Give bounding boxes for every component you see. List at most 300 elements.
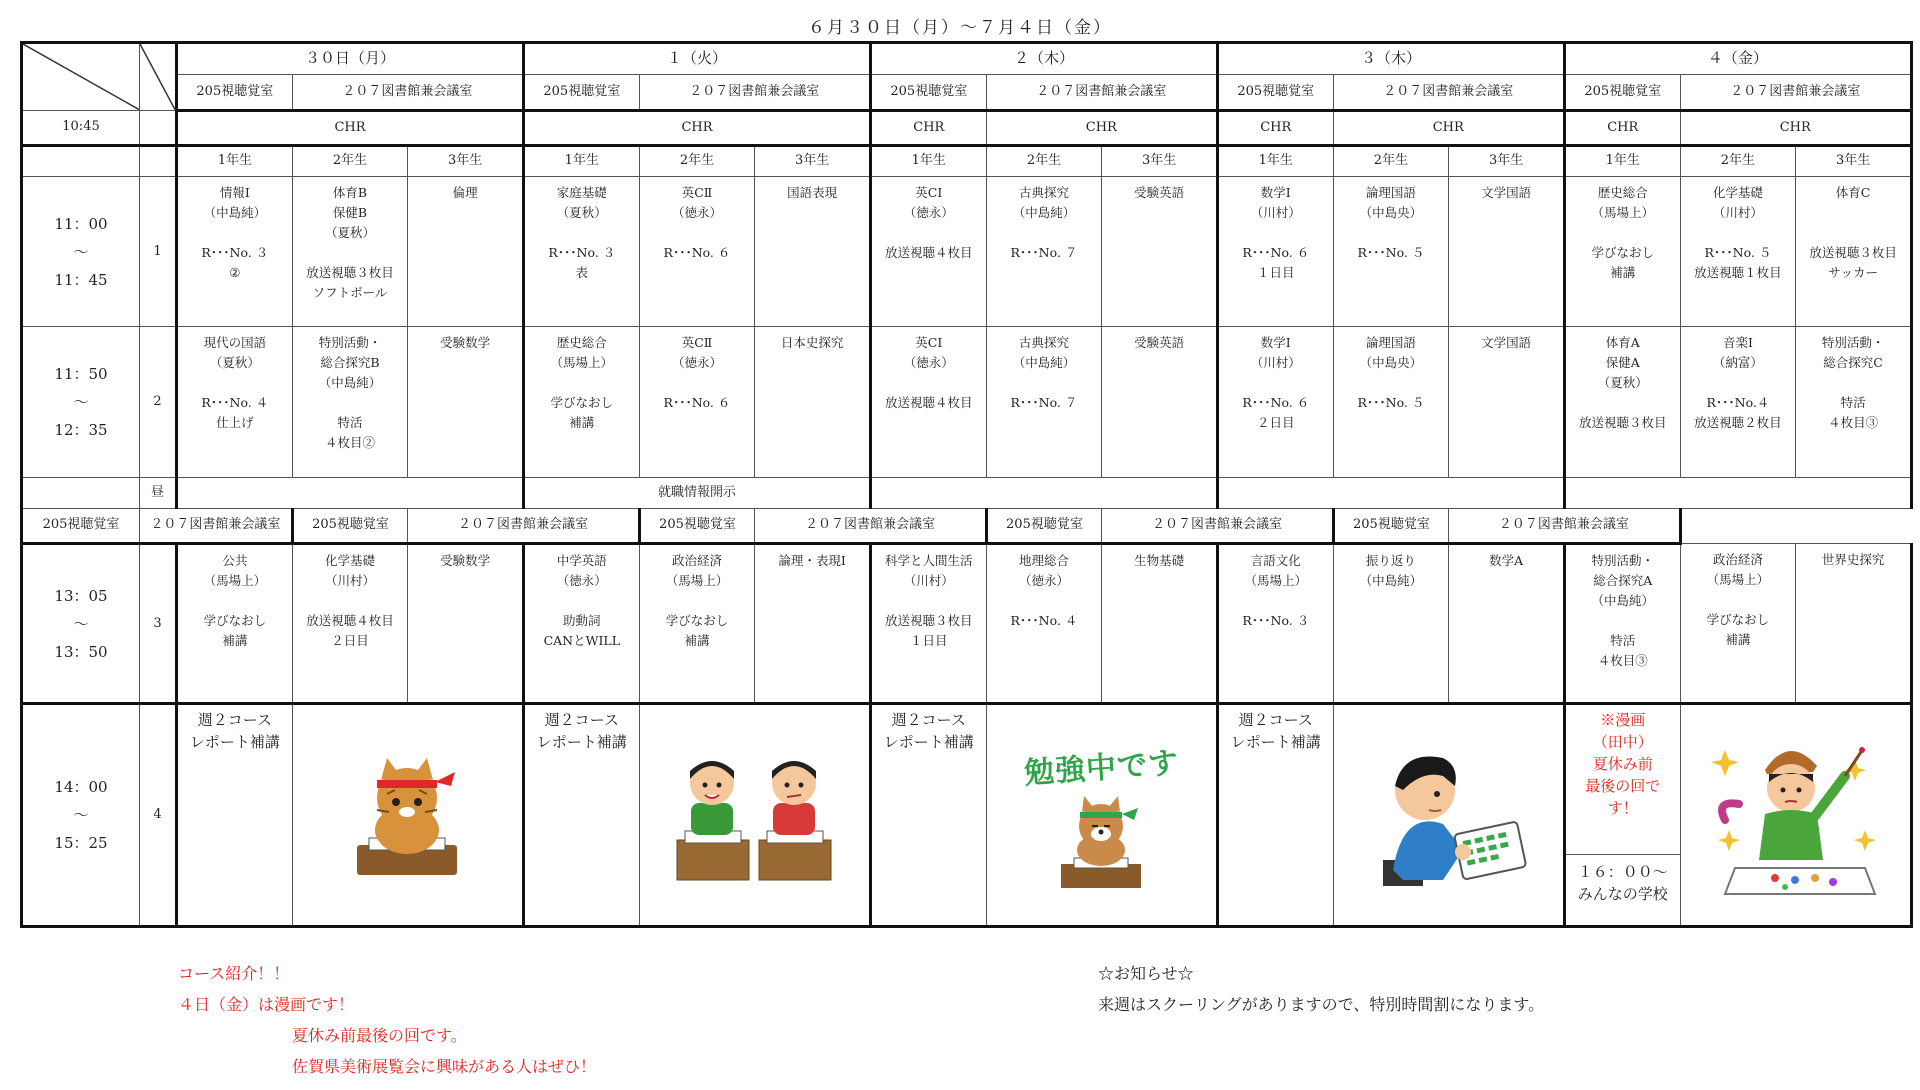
- cell-line: ２日目: [331, 633, 369, 649]
- cell-line: レポート補講: [189, 733, 280, 752]
- cell-line: [987, 223, 1102, 243]
- cell-line: [178, 591, 292, 611]
- cell-line: 放送視聴３枚目: [885, 613, 973, 629]
- time-line: 12：35: [54, 421, 108, 440]
- time-cell: [22, 477, 140, 508]
- time-line: 11：50: [54, 365, 108, 384]
- report-cell: [870, 704, 986, 927]
- lunch-note: 就職情報開示: [523, 477, 870, 508]
- grade-header: 2年生: [1333, 146, 1449, 177]
- cell-line: 言語文化: [1250, 553, 1301, 569]
- cell-line: [1681, 590, 1796, 610]
- cell-line: す！: [1607, 799, 1638, 818]
- cell-line: 学びなおし: [203, 613, 267, 629]
- subject-cell: [986, 176, 1102, 326]
- time-line: ～: [73, 806, 89, 825]
- subject-cell: [639, 544, 755, 704]
- room-label: 205視聴覚室: [292, 508, 408, 544]
- cell-line: 数学Ⅰ: [1260, 184, 1291, 200]
- cell-line: （川村）: [1712, 204, 1763, 220]
- cell-line: 家庭基礎: [556, 184, 607, 200]
- subject-cell: [177, 544, 293, 704]
- subject-cell: [1796, 327, 1912, 477]
- cell-line: [872, 591, 986, 611]
- cell-line: 総合探究B: [320, 355, 380, 371]
- cell-line: R･･･No. ５: [1357, 395, 1425, 411]
- studying-cat-illustration: [347, 750, 467, 880]
- cell-line: 古典探究: [1018, 184, 1069, 200]
- cell-line: [525, 591, 639, 611]
- cell-line: １日目: [1257, 264, 1295, 280]
- grade-header: 3年生: [408, 146, 524, 177]
- room-label: ２０７図書館兼会議室: [755, 508, 986, 544]
- cell-line: １日目: [910, 633, 948, 649]
- cell-line: 化学基礎: [324, 553, 375, 569]
- cell-line: （納富）: [1712, 355, 1763, 371]
- cell-line: R･･･No. ５: [1704, 244, 1772, 260]
- subject-cell: [523, 176, 639, 326]
- cell-line: 特別活動・: [318, 335, 382, 351]
- cell-line: 放送視聴４枚目: [885, 244, 973, 260]
- cell-line: （馬場上）: [665, 573, 729, 589]
- period-number: 2: [140, 327, 177, 477]
- corner-cell: [140, 43, 177, 111]
- time-line: 13：50: [54, 642, 108, 661]
- cell-line: 文学国語: [1481, 335, 1532, 351]
- cell-line: 特別活動・: [1591, 553, 1655, 569]
- time-line: 14：00: [54, 778, 108, 797]
- cell-line: 現代の国語: [203, 335, 267, 351]
- time-cell: [22, 327, 140, 477]
- cell-line: R･･･No. ７: [1010, 244, 1078, 260]
- cell-line: [1681, 223, 1796, 243]
- room-label: ２０７図書館兼会議室: [1680, 74, 1911, 110]
- cell-line: 受験数学: [440, 335, 491, 351]
- time-line: 15：25: [54, 834, 108, 853]
- cell-line: ４枚目②: [324, 435, 375, 451]
- cell-line: R･･･No. ４: [1010, 613, 1078, 629]
- cell-line: レポート補講: [536, 733, 627, 752]
- subject-cell: [755, 176, 871, 326]
- cell-line: 化学基礎: [1712, 184, 1763, 200]
- day-header: ３（木）: [1217, 43, 1564, 75]
- cell-line: （川村）: [1250, 355, 1301, 371]
- announcement-text: 来週はスクーリングがありますので、特別時間割になります。: [1098, 995, 1545, 1014]
- room-label: ２０７図書館兼会議室: [408, 508, 639, 544]
- subject-cell: [523, 327, 639, 477]
- cell-line: （馬場上）: [1591, 204, 1655, 220]
- cell-line: 受験数学: [440, 553, 491, 569]
- cell-line: （馬場上）: [203, 573, 267, 589]
- cell-line: （中島央）: [1359, 204, 1423, 220]
- room-label: ２０７図書館兼会議室: [292, 74, 523, 110]
- grade-header: 1年生: [870, 146, 986, 177]
- subject-cell: [1217, 327, 1333, 477]
- cell-line: [1219, 591, 1333, 611]
- cell-line: ４枚目③: [1828, 415, 1879, 431]
- cell-line: （徳永）: [671, 204, 722, 220]
- cell-line: 学びなおし: [1706, 612, 1770, 628]
- time-cell: [22, 176, 140, 326]
- chr-cell: CHR: [523, 110, 870, 146]
- subject-cell: [292, 544, 408, 704]
- cell-line: 世界史探究: [1821, 552, 1885, 568]
- subject-cell: [1449, 544, 1565, 704]
- cell-line: 英CⅠ: [915, 335, 943, 351]
- cell-line: [1796, 373, 1910, 393]
- cell-line: 数学Ⅰ: [1260, 335, 1291, 351]
- cell-line: （夏秋）: [1597, 375, 1648, 391]
- report-cell: [177, 704, 293, 927]
- cell-line: [1219, 223, 1333, 243]
- period-number: 1: [140, 176, 177, 326]
- illustration-cell: [986, 704, 1217, 927]
- cell-line: 保健B: [332, 204, 368, 220]
- cell-line: ４枚目③: [1597, 653, 1648, 669]
- cell-line: （夏秋）: [209, 355, 260, 371]
- cell-line: 体育C: [1835, 184, 1871, 200]
- subject-cell: [1796, 544, 1912, 704]
- cell-line: 総合探究A: [1593, 573, 1653, 589]
- cell-line: 学びなおし: [665, 613, 729, 629]
- illustration-cell: [292, 704, 523, 927]
- day-header: ４（金）: [1564, 43, 1911, 75]
- subject-cell: [1564, 176, 1680, 326]
- cell-line: [640, 373, 755, 393]
- subject-cell: [1333, 176, 1449, 326]
- cell-line: 英CⅠ: [915, 184, 943, 200]
- grade-header: 1年生: [177, 146, 293, 177]
- lunch-label: 昼: [140, 477, 177, 508]
- cell-line: [525, 373, 639, 393]
- subject-cell: [870, 327, 986, 477]
- subject-cell: [1680, 176, 1796, 326]
- room-label: 205視聴覚室: [1333, 508, 1449, 544]
- subject-cell: [1102, 327, 1218, 477]
- cell-line: 学びなおし: [550, 395, 614, 411]
- cell-line: （徳永）: [671, 355, 722, 371]
- studying-text: 勉強中です: [1022, 745, 1180, 792]
- cell-line: ※漫画: [1600, 711, 1646, 730]
- cell-line: 英CⅡ: [681, 335, 713, 351]
- room-label: 205視聴覚室: [986, 508, 1102, 544]
- subject-cell: [1564, 544, 1680, 704]
- cell-line: [178, 223, 292, 243]
- cell-line: みんなの学校: [1577, 885, 1668, 903]
- cell-line: 受験英語: [1134, 335, 1185, 351]
- grade-header: 1年生: [523, 146, 639, 177]
- notice-line: 佐賀県美術展覧会に興味がある人はぜひ！: [292, 1057, 597, 1076]
- cell-line: R･･･No. ３: [1242, 613, 1310, 629]
- grade-header: 3年生: [1449, 146, 1565, 177]
- cell-line: [1796, 223, 1910, 243]
- subject-cell: [1217, 176, 1333, 326]
- report-cell: [1217, 704, 1333, 927]
- subject-cell: [1333, 544, 1449, 704]
- cell-line: 英CⅡ: [681, 184, 713, 200]
- cell-line: レポート補講: [883, 733, 974, 752]
- subject-cell: [870, 544, 986, 704]
- chr-cell: CHR: [1564, 110, 1680, 146]
- cell-line: 歴史総合: [556, 335, 607, 351]
- cell-line: （馬場上）: [550, 355, 614, 371]
- room-label: 205視聴覚室: [22, 508, 140, 544]
- period-cell: [140, 146, 177, 177]
- announcement: [1098, 958, 1544, 1020]
- cell-line: [1566, 611, 1680, 631]
- subject-cell: [639, 327, 755, 477]
- grade-header: 2年生: [292, 146, 408, 177]
- cell-line: （川村）: [903, 573, 954, 589]
- cell-line: （中島純）: [318, 375, 382, 391]
- cell-line: （中島央）: [1359, 355, 1423, 371]
- timetable: [20, 41, 1913, 928]
- chr-cell: CHR: [986, 110, 1217, 146]
- time-line: ～: [73, 614, 89, 633]
- room-label: 205視聴覚室: [1217, 74, 1333, 110]
- time-cell: [22, 704, 140, 927]
- subject-cell: [1217, 544, 1333, 704]
- subject-cell: [986, 327, 1102, 477]
- cell-line: 週２コース: [544, 711, 619, 730]
- cell-line: （徳永）: [556, 573, 607, 589]
- cell-line: 特活: [1610, 633, 1636, 649]
- cell-line: （中島純）: [1012, 204, 1076, 220]
- cell-line: 歴史総合: [1597, 184, 1648, 200]
- cell-line: R･･･No. ６: [1242, 395, 1310, 411]
- cell-line: （中島純）: [203, 204, 267, 220]
- cell-line: 数学A: [1489, 553, 1524, 569]
- boy-tablet-illustration: [1363, 740, 1533, 890]
- cell-line: [1681, 373, 1796, 393]
- room-label: 205視聴覚室: [870, 74, 986, 110]
- chr-cell: CHR: [1217, 110, 1333, 146]
- room-label: 205視聴覚室: [177, 74, 293, 110]
- cell-line: 論理国語: [1365, 335, 1416, 351]
- lunch-cell: [177, 477, 524, 508]
- illustration-cell: [1680, 704, 1911, 927]
- subject-cell: [292, 327, 408, 477]
- cell-line: ②: [229, 264, 241, 280]
- cell-line: [525, 223, 639, 243]
- cell-line: [1566, 223, 1680, 243]
- room-label: ２０７図書館兼会議室: [986, 74, 1217, 110]
- grade-header: 2年生: [1680, 146, 1796, 177]
- cell-line: 特別活動・: [1821, 335, 1885, 351]
- cell-line: [1796, 203, 1910, 223]
- grade-header: 3年生: [1102, 146, 1218, 177]
- schedule-title: ６月３０日（月）～７月４日（金）: [808, 18, 1112, 38]
- cell-line: [178, 373, 292, 393]
- cell-line: 中学英語: [556, 553, 607, 569]
- cell-line: R･･･No. ７: [1010, 395, 1078, 411]
- subject-cell: [1449, 176, 1565, 326]
- cell-line: 公共: [222, 553, 248, 569]
- cell-line: 日本史探究: [780, 335, 844, 351]
- lunch-cell: [870, 477, 1217, 508]
- subject-cell: [1102, 176, 1218, 326]
- period-cell: [140, 110, 177, 146]
- subject-cell: [177, 176, 293, 326]
- illustration-cell: [1333, 704, 1564, 927]
- lunch-cell: [1564, 477, 1911, 508]
- time-line: 13：05: [54, 586, 108, 605]
- cell-line: [640, 591, 755, 611]
- cell-line: 振り返り: [1365, 553, 1416, 569]
- subject-cell: [1449, 327, 1565, 477]
- room-label: ２０７図書館兼会議室: [1333, 74, 1564, 110]
- time-line: 11：00: [54, 214, 108, 233]
- cell-line: 科学と人間生活: [885, 553, 973, 569]
- subject-cell: [292, 176, 408, 326]
- time-cell: [22, 146, 140, 177]
- course-notice: [178, 958, 596, 1082]
- cell-line: R･･･No. ４: [201, 395, 269, 411]
- illustration-cell: [639, 704, 870, 927]
- cell-line: 論理・表現Ⅰ: [778, 553, 846, 569]
- grade-header: 2年生: [986, 146, 1102, 177]
- cell-line: [293, 243, 408, 263]
- subject-cell: [639, 176, 755, 326]
- notice-line: 夏休み前最後の回です。: [292, 1026, 467, 1045]
- cell-line: 補講: [569, 415, 595, 431]
- cell-line: 地理総合: [1018, 553, 1069, 569]
- cell-line: 文学国語: [1481, 184, 1532, 200]
- period-number: 3: [140, 544, 177, 704]
- cell-line: [1334, 223, 1449, 243]
- cell-line: 週２コース: [1238, 711, 1313, 730]
- subject-cell: [1333, 327, 1449, 477]
- cell-line: [1334, 373, 1449, 393]
- cell-line: 古典探究: [1018, 335, 1069, 351]
- cell-line: （馬場上）: [1706, 572, 1770, 588]
- cell-line: [987, 373, 1102, 393]
- cell-line: 週２コース: [197, 711, 272, 730]
- subject-cell: [408, 176, 524, 326]
- cell-line: 補講: [684, 633, 710, 649]
- cell-line: [293, 393, 408, 413]
- subject-cell: [177, 327, 293, 477]
- cell-line: （中島純）: [1359, 573, 1423, 589]
- cell-line: レポート補講: [1230, 733, 1321, 752]
- subject-cell: [408, 327, 524, 477]
- chr-cell: CHR: [1333, 110, 1564, 146]
- subject-cell: [1796, 176, 1912, 326]
- notice-line: コース紹介！！: [178, 964, 290, 983]
- cell-line: 論理国語: [1365, 184, 1416, 200]
- chr-cell: CHR: [1680, 110, 1911, 146]
- subject-cell: [870, 176, 986, 326]
- cell-line: （夏秋）: [324, 224, 375, 240]
- friday-note-cell: [1564, 704, 1680, 927]
- corner-cell: [22, 43, 140, 111]
- cell-line: （川村）: [324, 573, 375, 589]
- day-header: ２（木）: [870, 43, 1217, 75]
- cell-line: 仕上げ: [216, 415, 254, 431]
- room-label: ２０７図書館兼会議室: [639, 74, 870, 110]
- cell-line: 放送視聴３枚目: [306, 264, 394, 280]
- cell-line: R･･･No. ３: [201, 244, 269, 260]
- cell-line: [872, 373, 986, 393]
- cell-line: 特活: [337, 415, 363, 431]
- notice-line: ４日（金）は漫画です！: [178, 995, 355, 1014]
- time-line: ～: [73, 242, 89, 261]
- cell-line: R･･･No.４: [1706, 395, 1770, 411]
- subject-cell: [1102, 544, 1218, 704]
- boys-studying-illustration: [669, 745, 839, 885]
- cell-line: 放送視聴１枚目: [1694, 264, 1782, 280]
- grade-header: 2年生: [639, 146, 755, 177]
- period-number: 4: [140, 704, 177, 927]
- cell-line: 放送視聴４枚目: [885, 395, 973, 411]
- cell-line: 体育B: [332, 184, 368, 200]
- cell-line: 補講: [222, 633, 248, 649]
- subject-cell: [1680, 327, 1796, 477]
- lunch-cell: [1217, 477, 1564, 508]
- grade-header: 3年生: [755, 146, 871, 177]
- cell-line: 放送視聴３枚目: [1579, 415, 1667, 431]
- cell-line: 受験英語: [1134, 184, 1185, 200]
- cell-line: 体育A: [1605, 335, 1640, 351]
- cell-line: [293, 591, 408, 611]
- cell-line: R･･･No. ５: [1357, 244, 1425, 260]
- cell-line: R･･･No. ３: [548, 244, 616, 260]
- studying-dog-illustration: [1056, 792, 1146, 892]
- cell-line: 放送視聴４枚目: [306, 613, 394, 629]
- subject-cell: [523, 544, 639, 704]
- cell-line: （徳永）: [1018, 573, 1069, 589]
- cell-line: 情報Ⅰ: [219, 184, 250, 200]
- cell-line: （馬場上）: [1244, 573, 1308, 589]
- chr-cell: CHR: [177, 110, 524, 146]
- cell-line: 助動詞: [563, 613, 601, 629]
- cell-line: 生物基礎: [1134, 553, 1185, 569]
- grade-header: 1年生: [1564, 146, 1680, 177]
- subject-cell: [755, 327, 871, 477]
- cell-line: 国語表現: [787, 184, 838, 200]
- cell-line: （夏秋）: [556, 204, 607, 220]
- cell-line: 政治経済: [671, 553, 722, 569]
- cell-line: 補講: [1610, 264, 1636, 280]
- cell-line: サッカー: [1828, 264, 1878, 280]
- cell-line: （中島純）: [1012, 355, 1076, 371]
- cell-line: （田中）: [1592, 733, 1653, 752]
- cell-line: （中島純）: [1591, 593, 1655, 609]
- time-cell: [22, 544, 140, 704]
- cell-line: 放送視聴３枚目: [1809, 244, 1897, 260]
- cell-line: （徳永）: [903, 204, 954, 220]
- room-label: ２０７図書館兼会議室: [140, 508, 293, 544]
- room-label: 205視聴覚室: [1564, 74, 1680, 110]
- cell-line: [640, 223, 755, 243]
- cell-line: [872, 223, 986, 243]
- subject-cell: [1680, 544, 1796, 704]
- cell-line: 週２コース: [891, 711, 966, 730]
- day-header: ３０日（月）: [177, 43, 524, 75]
- cell-line: [1219, 373, 1333, 393]
- room-label: 205視聴覚室: [523, 74, 639, 110]
- grade-header: 3年生: [1796, 146, 1912, 177]
- room-label: 205視聴覚室: [639, 508, 755, 544]
- grade-header: 1年生: [1217, 146, 1333, 177]
- time-line: ～: [73, 393, 89, 412]
- subject-cell: [755, 544, 871, 704]
- cell-line: 表: [575, 264, 589, 280]
- cell-line: 政治経済: [1712, 552, 1763, 568]
- cell-line: R･･･No. ６: [663, 244, 731, 260]
- cell-line: 最後の回で: [1585, 777, 1661, 796]
- chr-cell: CHR: [870, 110, 986, 146]
